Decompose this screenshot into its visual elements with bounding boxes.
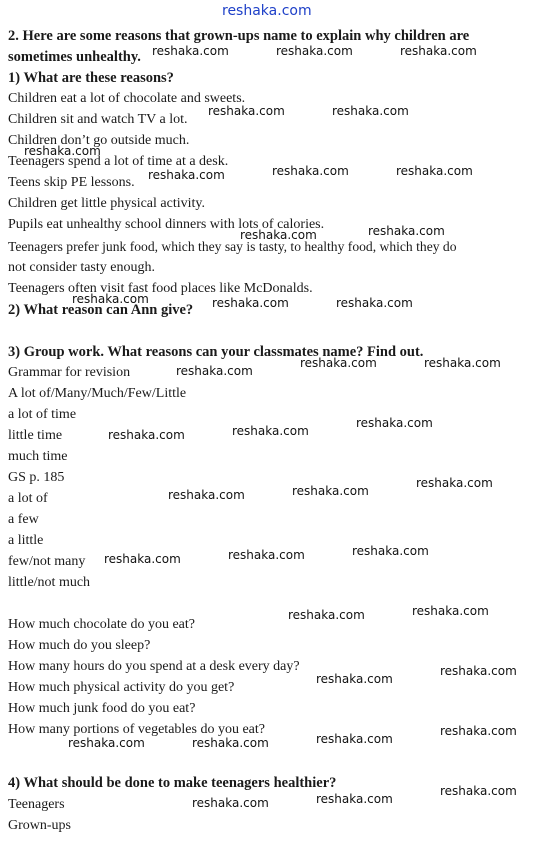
reason-line: Children eat a lot of chocolate and sweets. — [8, 91, 246, 106]
survey-question: How much junk food do you eat? — [8, 701, 196, 716]
reason-line: Pupils eat unhealthy school dinners with lots of calories. — [8, 217, 325, 232]
watermark: reshaka.com — [208, 104, 285, 118]
grammar-line: little/not much — [8, 575, 91, 590]
watermark: reshaka.com — [424, 356, 501, 370]
grammar-line: a few — [8, 512, 39, 527]
survey-question: How many hours do you spend at a desk every day? — [8, 659, 300, 674]
reason-line: Teenagers prefer junk food, which they say is tasty, to healthy food, which they do — [8, 239, 457, 254]
reason-line: not consider tasty enough. — [8, 260, 155, 275]
watermark: reshaka.com — [192, 736, 269, 750]
task-heading: 2. Here are some reasons that grown-ups name to explain why children are — [8, 28, 470, 44]
watermark: reshaka.com — [192, 796, 269, 810]
reason-line: Teenagers often visit fast food places like McDonalds. — [8, 281, 313, 296]
survey-question: How much chocolate do you eat? — [8, 617, 195, 632]
watermark: reshaka.com — [276, 44, 353, 58]
grammar-line: little time — [8, 428, 63, 443]
reason-line: Teenagers spend a lot of time at a desk. — [8, 154, 229, 169]
watermark: reshaka.com — [288, 608, 365, 622]
grammar-line: a lot of — [8, 491, 48, 506]
survey-question: How many portions of vegetables do you eat? — [8, 722, 265, 737]
reason-line: Children don’t go outside much. — [8, 133, 190, 148]
watermark: reshaka.com — [316, 732, 393, 746]
watermark: reshaka.com — [356, 416, 433, 430]
watermark: reshaka.com — [72, 292, 149, 306]
watermark: reshaka.com — [316, 792, 393, 806]
watermark: reshaka.com — [300, 356, 377, 370]
watermark: reshaka.com — [332, 104, 409, 118]
question-3: 3) Group work. What reasons can your classmates name? Find out. — [8, 344, 424, 360]
grammar-line: much time — [8, 449, 68, 464]
watermark: reshaka.com — [440, 664, 517, 678]
reason-line: Children get little physical activity. — [8, 196, 205, 211]
grammar-line: a lot of time — [8, 407, 77, 422]
watermark: reshaka.com — [440, 724, 517, 738]
watermark: reshaka.com — [148, 168, 225, 182]
grammar-title: Grammar for revision — [8, 365, 131, 380]
watermark: reshaka.com — [212, 296, 289, 310]
watermark: reshaka.com — [240, 228, 317, 242]
header-watermark: reshaka.com — [222, 3, 312, 19]
grammar-line: a little — [8, 533, 44, 548]
watermark: reshaka.com — [272, 164, 349, 178]
watermark: reshaka.com — [168, 488, 245, 502]
task-heading-cont: sometimes unhealthy. — [8, 49, 141, 65]
survey-question: How much physical activity do you get? — [8, 680, 235, 695]
watermark: reshaka.com — [396, 164, 473, 178]
question-2: 2) What reason can Ann give? — [8, 302, 194, 318]
watermark: reshaka.com — [228, 548, 305, 562]
answer-label: Teenagers — [8, 797, 65, 812]
watermark: reshaka.com — [336, 296, 413, 310]
watermark: reshaka.com — [412, 604, 489, 618]
watermark: reshaka.com — [68, 736, 145, 750]
watermark: reshaka.com — [368, 224, 445, 238]
answer-label: Grown-ups — [8, 818, 71, 833]
watermark: reshaka.com — [440, 784, 517, 798]
watermark: reshaka.com — [176, 364, 253, 378]
watermark: reshaka.com — [292, 484, 369, 498]
watermark: reshaka.com — [152, 44, 229, 58]
watermark: reshaka.com — [316, 672, 393, 686]
watermark: reshaka.com — [104, 552, 181, 566]
survey-question: How much do you sleep? — [8, 638, 151, 653]
watermark: reshaka.com — [232, 424, 309, 438]
watermark: reshaka.com — [416, 476, 493, 490]
reason-line: Children sit and watch TV a lot. — [8, 112, 188, 127]
watermark: reshaka.com — [108, 428, 185, 442]
grammar-line: GS p. 185 — [8, 470, 65, 485]
grammar-line: few/not many — [8, 554, 86, 569]
reason-line: Teens skip PE lessons. — [8, 175, 135, 190]
watermark: reshaka.com — [24, 144, 101, 158]
question-4: 4) What should be done to make teenagers healthier? — [8, 775, 337, 791]
question-1: 1) What are these reasons? — [8, 70, 174, 86]
watermark: reshaka.com — [400, 44, 477, 58]
watermark: reshaka.com — [352, 544, 429, 558]
grammar-line: A lot of/Many/Much/Few/Little — [8, 386, 187, 401]
